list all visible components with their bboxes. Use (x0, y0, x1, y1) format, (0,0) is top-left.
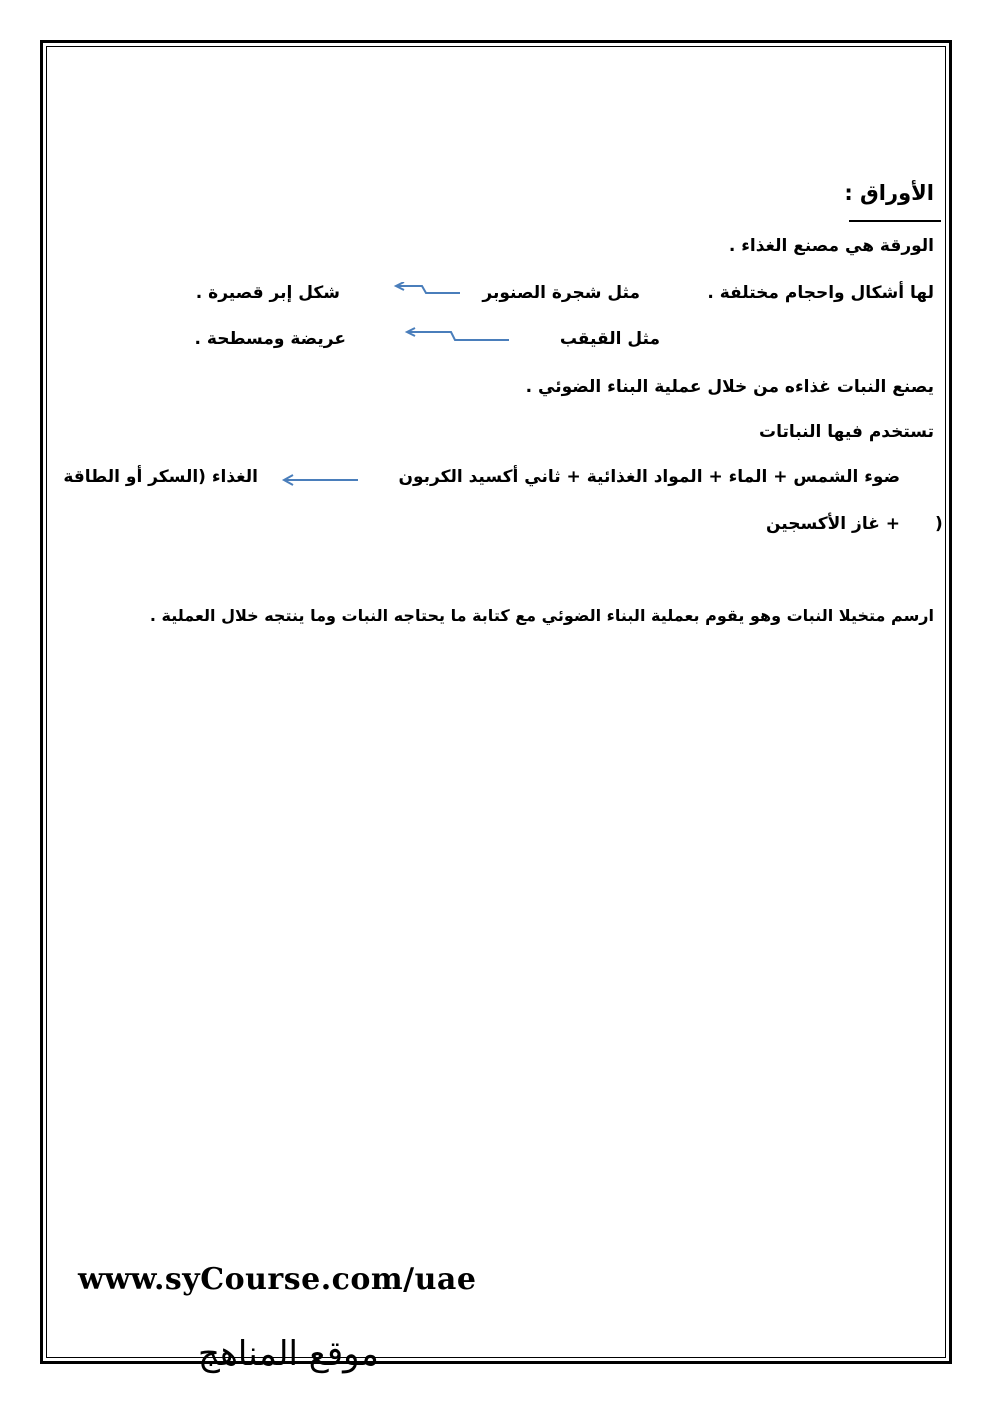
photosynthesis-inputs: ضوء الشمس + الماء + المواد الغذائية + ثاني أكسيد الكربون (398, 467, 900, 487)
maple-example: مثل القيقب (559, 329, 660, 349)
heading-underline (849, 220, 941, 222)
photosynthesis-outputs: الغذاء (السكر أو الطاقة (63, 467, 258, 487)
photosynthesis-uses: تستخدم فيها النباتات (759, 422, 934, 442)
arrow-icon (280, 472, 360, 488)
footer-site-name: موقع المناهج (198, 1334, 379, 1374)
drawing-task: ارسم متخيلا النبات وهو يقوم بعملية البناء الضوئي مع كتابة ما يحتاجه النبات وما ينتجه خلال العملية . (149, 606, 934, 625)
pine-shape: شكل إبر قصيرة . (195, 283, 340, 303)
leaf-definition: الورقة هي مصنع الغذاء . (728, 236, 934, 256)
oxygen-output: + غاز الأكسجين (765, 514, 900, 534)
maple-shape: عريضة ومسطحة . (194, 329, 346, 349)
photosynthesis-intro: يصنع النبات غذاءه من خلال عملية البناء الضوئي . (525, 377, 934, 397)
shapes-intro: لها أشكال واحجام مختلفة . (707, 283, 934, 303)
pine-example: مثل شجرة الصنوبر (482, 283, 640, 303)
section-heading: الأوراق : (844, 181, 934, 205)
outputs-close-paren: ) (935, 514, 943, 534)
arrow-icon (392, 282, 462, 296)
footer-url: www.syCourse.com/uae (78, 1262, 477, 1297)
arrow-icon (403, 327, 511, 343)
